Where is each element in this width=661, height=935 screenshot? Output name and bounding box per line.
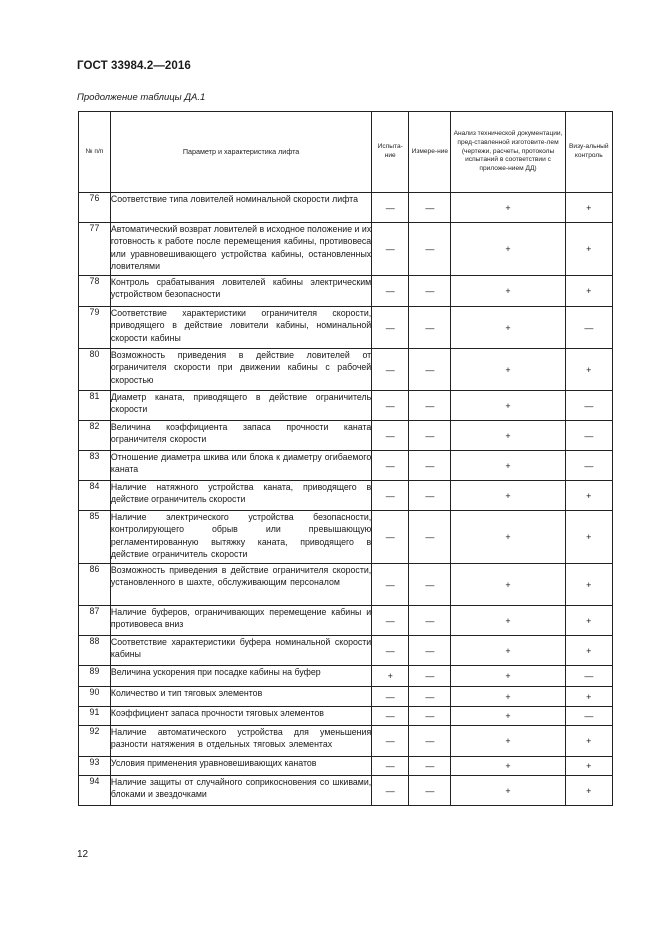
row-visual-mark: —: [565, 666, 612, 687]
row-analysis-mark: +: [451, 276, 565, 307]
row-visual-mark: +: [565, 276, 612, 307]
row-test-mark: —: [372, 223, 409, 276]
row-parameter: Величина ускорения при посадке кабины на буфер: [110, 666, 371, 687]
table-row: [79, 391, 613, 421]
row-test-mark: —: [372, 687, 409, 707]
row-test-mark: +: [372, 666, 409, 687]
row-parameter: Соответствие типа ловителей номинальной скорости лифта: [110, 193, 371, 223]
row-analysis-mark: +: [451, 421, 565, 451]
row-test-mark: —: [372, 776, 409, 806]
row-test-mark: —: [372, 511, 409, 564]
row-test-mark: —: [372, 307, 409, 349]
row-test-mark: —: [372, 726, 409, 757]
row-parameter: Диаметр каната, приводящего в действие ограничитель скорости: [110, 391, 371, 421]
row-number: 79: [79, 307, 111, 349]
row-number: 85: [79, 511, 111, 564]
row-analysis-mark: +: [451, 451, 565, 481]
row-test-mark: —: [372, 707, 409, 726]
row-measurement-mark: —: [409, 564, 451, 606]
row-number: 87: [79, 606, 111, 636]
row-visual-mark: +: [565, 564, 612, 606]
table-row: [79, 421, 613, 451]
row-test-mark: —: [372, 606, 409, 636]
row-visual-mark: —: [565, 391, 612, 421]
row-number: 93: [79, 757, 111, 776]
row-number: 77: [79, 223, 111, 276]
row-parameter: Величина коэффициента запаса прочности каната ограничителя скорости: [110, 421, 371, 451]
row-visual-mark: —: [565, 707, 612, 726]
row-analysis-mark: +: [451, 511, 565, 564]
row-test-mark: —: [372, 193, 409, 223]
row-test-mark: —: [372, 276, 409, 307]
row-visual-mark: +: [565, 481, 612, 511]
row-number: 80: [79, 349, 111, 391]
row-test-mark: —: [372, 421, 409, 451]
row-parameter: Автоматический возврат ловителей в исходное положение и их готовность к работе после перемещения кабины, противовеса или уравновешивающего устройства кабины, остановленных ловителями: [110, 223, 371, 276]
table-caption: Продолжение таблицы ДА.1: [77, 92, 206, 103]
row-test-mark: —: [372, 636, 409, 666]
row-number: 82: [79, 421, 111, 451]
row-measurement-mark: —: [409, 349, 451, 391]
row-visual-mark: +: [565, 193, 612, 223]
row-measurement-mark: —: [409, 687, 451, 707]
row-analysis-mark: +: [451, 564, 565, 606]
row-measurement-mark: —: [409, 481, 451, 511]
inspection-table: [78, 111, 613, 806]
row-measurement-mark: —: [409, 391, 451, 421]
table-row: [79, 687, 613, 707]
row-parameter: Наличие защиты от случайного соприкосновения со шкивами, блоками и звездочками: [110, 776, 371, 806]
row-analysis-mark: +: [451, 726, 565, 757]
row-measurement-mark: —: [409, 757, 451, 776]
row-analysis-mark: +: [451, 707, 565, 726]
row-visual-mark: +: [565, 606, 612, 636]
row-parameter: Возможность приведения в действие ограничителя скорости, установленного в шахте, обслуживающим персоналом: [110, 564, 371, 606]
row-parameter: Возможность приведения в действие ловителей от ограничителя скорости при движении кабины с рабочей скоростью: [110, 349, 371, 391]
row-number: 92: [79, 726, 111, 757]
row-measurement-mark: —: [409, 776, 451, 806]
table-row: [79, 307, 613, 349]
row-parameter: Количество и тип тяговых элементов: [110, 687, 371, 707]
row-measurement-mark: —: [409, 223, 451, 276]
row-analysis-mark: +: [451, 349, 565, 391]
table-row: [79, 511, 613, 564]
row-analysis-mark: +: [451, 636, 565, 666]
row-measurement-mark: —: [409, 451, 451, 481]
row-measurement-mark: —: [409, 511, 451, 564]
row-parameter: Наличие буферов, ограничивающих перемещение кабины и противовеса вниз: [110, 606, 371, 636]
row-measurement-mark: —: [409, 666, 451, 687]
row-test-mark: —: [372, 481, 409, 511]
row-visual-mark: —: [565, 307, 612, 349]
row-analysis-mark: +: [451, 307, 565, 349]
table-row: [79, 481, 613, 511]
header-documentation-analysis: Анализ технической документации, пред-ставленной изготовите-лем (чертежи, расчеты, протоколы испытаний в соответствии с приложе-нием ДД): [451, 112, 565, 193]
table-row: [79, 276, 613, 307]
row-analysis-mark: +: [451, 391, 565, 421]
table-row: [79, 193, 613, 223]
row-visual-mark: +: [565, 726, 612, 757]
row-number: 78: [79, 276, 111, 307]
row-parameter: Наличие автоматического устройства для уменьшения разности натяжения в отдельных тяговых элементах: [110, 726, 371, 757]
row-analysis-mark: +: [451, 193, 565, 223]
row-analysis-mark: +: [451, 666, 565, 687]
row-visual-mark: +: [565, 776, 612, 806]
row-visual-mark: +: [565, 349, 612, 391]
row-analysis-mark: +: [451, 757, 565, 776]
row-number: 81: [79, 391, 111, 421]
row-parameter: Соответствие характеристики буфера номинальной скорости кабины: [110, 636, 371, 666]
row-analysis-mark: +: [451, 606, 565, 636]
row-measurement-mark: —: [409, 606, 451, 636]
row-test-mark: —: [372, 564, 409, 606]
row-parameter: Соответствие характеристики ограничителя скорости, приводящего в действие ловители кабины, номинальной скорости кабины: [110, 307, 371, 349]
header-number: № п/п: [79, 112, 111, 193]
row-measurement-mark: —: [409, 636, 451, 666]
row-number: 83: [79, 451, 111, 481]
row-measurement-mark: —: [409, 193, 451, 223]
row-measurement-mark: —: [409, 276, 451, 307]
row-analysis-mark: +: [451, 687, 565, 707]
row-measurement-mark: —: [409, 421, 451, 451]
header-test: Испыта-ние: [372, 112, 409, 193]
row-number: 90: [79, 687, 111, 707]
table-row: [79, 606, 613, 636]
row-parameter: Отношение диаметра шкива или блока к диаметру огибаемого каната: [110, 451, 371, 481]
table-row: [79, 776, 613, 806]
table-header-row: [79, 112, 613, 193]
table-row: [79, 564, 613, 606]
page-number: 12: [77, 849, 89, 860]
row-parameter: Условия применения уравновешивающих канатов: [110, 757, 371, 776]
table-row: [79, 349, 613, 391]
table-row: [79, 451, 613, 481]
row-number: 76: [79, 193, 111, 223]
row-analysis-mark: +: [451, 223, 565, 276]
row-measurement-mark: —: [409, 707, 451, 726]
row-analysis-mark: +: [451, 481, 565, 511]
row-number: 88: [79, 636, 111, 666]
row-parameter: Контроль срабатывания ловителей кабины электрическим устройством безопасности: [110, 276, 371, 307]
table-row: [79, 666, 613, 687]
row-number: 86: [79, 564, 111, 606]
row-test-mark: —: [372, 757, 409, 776]
document-title: ГОСТ 33984.2—2016: [77, 60, 191, 72]
row-parameter: Коэффициент запаса прочности тяговых элементов: [110, 707, 371, 726]
header-visual-control: Визу-альный контроль: [565, 112, 612, 193]
table-row: [79, 757, 613, 776]
row-visual-mark: +: [565, 223, 612, 276]
header-parameter: Параметр и характеристика лифта: [110, 112, 371, 193]
table-row: [79, 223, 613, 276]
table-row: [79, 707, 613, 726]
table-row: [79, 726, 613, 757]
row-test-mark: —: [372, 451, 409, 481]
row-visual-mark: +: [565, 511, 612, 564]
row-number: 89: [79, 666, 111, 687]
row-visual-mark: +: [565, 757, 612, 776]
row-visual-mark: +: [565, 636, 612, 666]
row-measurement-mark: —: [409, 726, 451, 757]
row-parameter: Наличие натяжного устройства каната, приводящего в действие ограничитель скорости: [110, 481, 371, 511]
row-analysis-mark: +: [451, 776, 565, 806]
table-row: [79, 636, 613, 666]
row-number: 91: [79, 707, 111, 726]
row-measurement-mark: —: [409, 307, 451, 349]
row-visual-mark: —: [565, 451, 612, 481]
header-measurement: Измере-ние: [409, 112, 451, 193]
row-test-mark: —: [372, 349, 409, 391]
row-number: 84: [79, 481, 111, 511]
row-visual-mark: —: [565, 421, 612, 451]
row-visual-mark: +: [565, 687, 612, 707]
row-parameter: Наличие электрического устройства безопасности, контролирующего обрыв или превышающую регламентированную вытяжку каната, приводящего в действие ограничитель скорости: [110, 511, 371, 564]
row-test-mark: —: [372, 391, 409, 421]
row-number: 94: [79, 776, 111, 806]
